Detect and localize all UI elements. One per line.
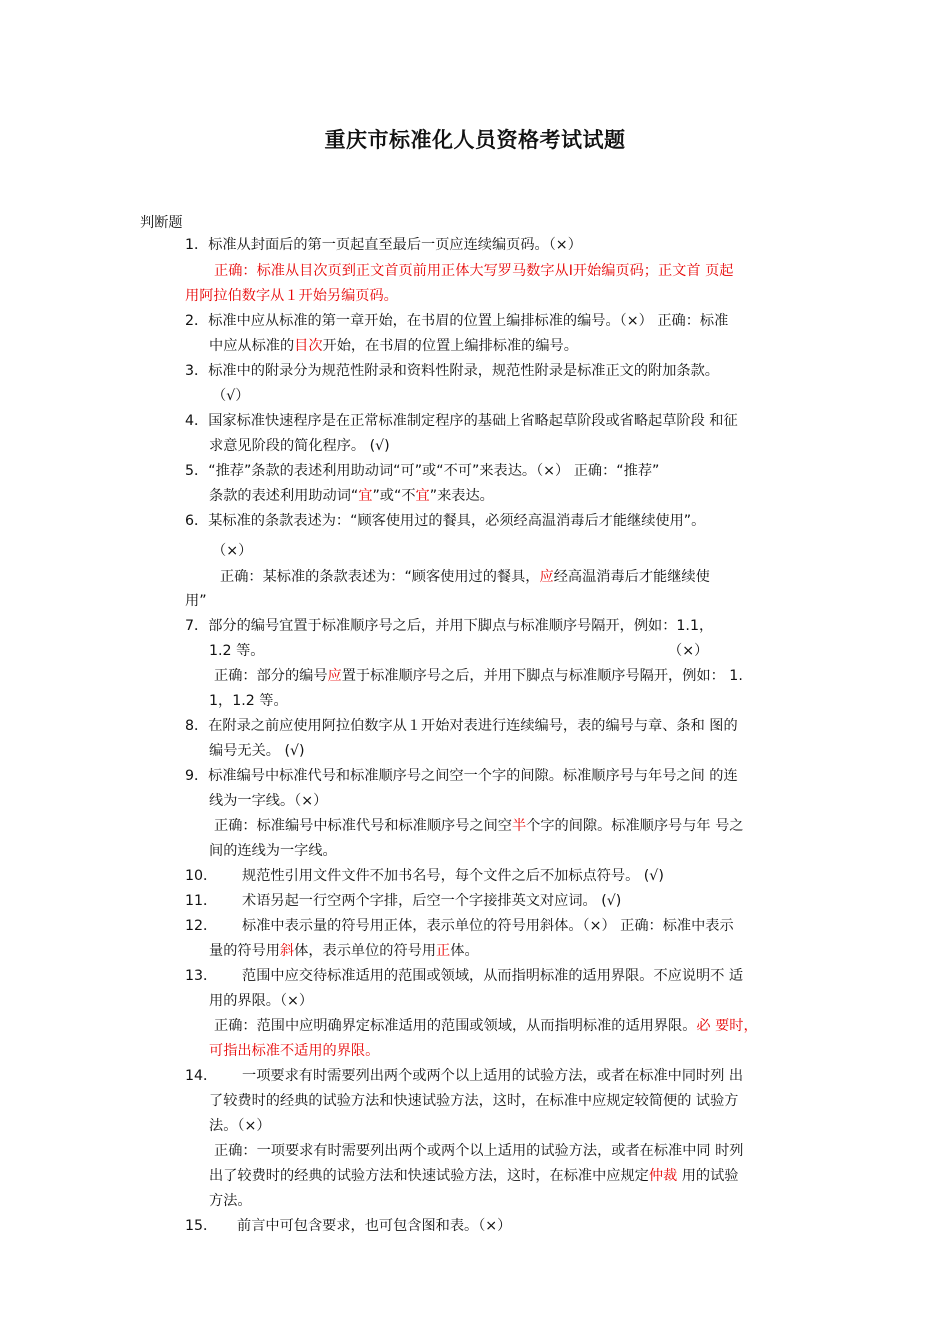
question-2 (185, 311, 728, 331)
question-text: 一项要求有时需要列出两个或两个以上适用的试验方法，或者在标准中同时列 出 (242, 1068, 744, 1084)
question-text-cont: 1.2 等。 (209, 643, 265, 659)
text-run: 正确：范围中应明确界定标准适用的范围或领域，从而指明标准的适用界限。 (214, 1018, 697, 1034)
question-3 (185, 361, 719, 381)
question-text: 国家标准快速程序是在正常标准制定程序的基础上省略起草阶段或省略起草阶段 和征 (208, 413, 738, 429)
text-run: 体，表示单位的符号用 (294, 943, 437, 959)
question-number: 8． (185, 718, 209, 734)
highlight-text: 必 要时， (696, 1018, 758, 1034)
question-number: 13． (185, 968, 218, 984)
question-5 (185, 461, 659, 481)
text-run: 个字的间隙。标准顺序号与年 号之 (526, 818, 744, 834)
question-text: 术语另起一行空两个字排，后空一个字接排英文对应词。 (√) (242, 893, 622, 909)
text-run: 体。 (450, 943, 479, 959)
question-14 (185, 1066, 743, 1086)
answer-correction: 用阿拉伯数字从１开始另编页码。 (185, 288, 398, 304)
question-number: 2． (185, 313, 209, 329)
highlight-text: 应 (327, 668, 342, 684)
question-text: 在附录之前应使用阿拉伯数字从１开始对表进行连续编号，表的编号与章、条和 图的 (208, 718, 738, 734)
question-9 (185, 766, 738, 786)
question-text: “推荐”条款的表述利用助动词“可”或“不可”来表达。（×） 正确：“推荐” (208, 463, 660, 479)
question-number: 12． (185, 918, 218, 934)
answer-correction-cont: 1，1.2 等。 (209, 693, 288, 709)
answer-mark: （×） (212, 543, 253, 559)
answer-correction (209, 336, 578, 356)
question-text: 某标准的条款表述为：“顾客使用过的餐具，必须经高温消毒后才能继续使用”。 (208, 513, 706, 529)
question-number: 3． (185, 363, 209, 379)
question-number: 4． (185, 413, 209, 429)
answer-correction (209, 486, 494, 506)
question-13 (185, 966, 743, 986)
answer-correction (214, 666, 743, 686)
question-number: 15． (185, 1218, 218, 1234)
question-text-cont: 线为一字线。（×） (209, 793, 328, 809)
answer-correction: 正确：标准从目次页到正文首页前用正体大写罗马数字从Ⅰ开始编页码；正文首 页起 (214, 263, 734, 279)
answer-correction: 正确：一项要求有时需要列出两个或两个以上适用的试验方法，或者在标准中同 时列 (214, 1143, 744, 1159)
question-number: 7． (185, 618, 209, 634)
question-1 (185, 235, 582, 255)
highlight-text: 宜 (415, 488, 430, 504)
highlight-text: 正 (436, 943, 451, 959)
question-6 (185, 511, 705, 531)
question-number: 10． (185, 868, 218, 884)
question-number: 9． (185, 768, 209, 784)
answer-mark: （×） (668, 643, 709, 659)
question-number: 14． (185, 1068, 218, 1084)
answer-mark: （√） (212, 388, 250, 404)
question-text: 标准编号中标准代号和标准顺序号之间空一个字的间隙。标准顺序号与年号之间 的连 (208, 768, 738, 784)
page-title: 重庆市标准化人员资格考试试题 (324, 128, 626, 152)
question-text: 标准从封面后的第一页起直至最后一页应连续编页码。（×） (208, 237, 582, 253)
question-text-cont: 求意见阶段的简化程序。 (√) (209, 438, 390, 454)
answer-correction (214, 816, 743, 836)
text-run: ”或“不 (372, 488, 416, 504)
question-number: 5． (185, 463, 209, 479)
question-number: 1． (185, 237, 209, 253)
question-text: 范围中应交待标准适用的范围或领域，从而指明标准的适用界限。不应说明不 适 (242, 968, 744, 984)
question-text-cont: 用的界限。（×） (209, 993, 314, 1009)
question-text: 前言中可包含要求，也可包含图和表。（×） (237, 1218, 512, 1234)
text-run: 用的试验 (677, 1168, 739, 1184)
text-run: 置于标准顺序号之后，并用下脚点与标准顺序号隔开，例如： 1. (341, 668, 743, 684)
text-run: ”来表达。 (429, 488, 494, 504)
highlight-text: 斜 (279, 943, 295, 959)
question-text: 部分的编号宜置于标准顺序号之后，并用下脚点与标准顺序号隔开，例如：1.1， (208, 618, 714, 634)
question-text: 规范性引用文件文件不加书名号，每个文件之后不加标点符号。 (√) (242, 868, 664, 884)
question-number: 11． (185, 893, 218, 909)
question-text-cont: 编号无关。 (√) (209, 743, 305, 759)
text-run: 正确：某标准的条款表述为：“顾客使用过的餐具， (220, 569, 540, 585)
highlight-text: 仲裁 (648, 1168, 678, 1184)
highlight-text: 目次 (294, 338, 323, 354)
text-run: 开始，在书眉的位置上编排标准的编号。 (322, 338, 578, 354)
answer-correction (214, 1016, 758, 1036)
text-run: 中应从标准的 (209, 338, 295, 354)
question-4 (185, 411, 738, 431)
text-run: 正确：标准编号中标准代号和标准顺序号之间空 (214, 818, 512, 834)
question-text: 标准中应从标准的第一章开始，在书眉的位置上编排标准的编号。（×） 正确：标准 (208, 313, 729, 329)
question-15 (185, 1216, 511, 1236)
answer-correction-cont (209, 1166, 738, 1186)
answer-correction-cont: 间的连线为一字线。 (209, 843, 337, 859)
text-run: 条款的表述利用助动词“ (209, 488, 359, 504)
question-7 (185, 616, 713, 636)
text-run: 出了较费时的经典的试验方法和快速试验方法，这时，在标准中应规定 (209, 1168, 649, 1184)
highlight-text: 半 (511, 818, 527, 834)
text-run: 经高温消毒后才能继续使 (553, 569, 710, 585)
question-12 (185, 916, 734, 936)
question-text-cont: 了较费时的经典的试验方法和快速试验方法，这时，在标准中应规定较简便的 试验方 (209, 1093, 739, 1109)
question-number: 6． (185, 513, 209, 529)
highlight-text: 宜 (358, 488, 373, 504)
question-text: 标准中的附录分为规范性附录和资料性附录，规范性附录是标准正文的附加条款。 (208, 363, 719, 379)
text-run: 量的符号用 (209, 943, 280, 959)
answer-correction (220, 567, 710, 587)
question-10 (185, 866, 664, 886)
answer-correction (209, 941, 479, 961)
highlight-text: 应 (539, 569, 554, 585)
answer-correction-cont: 方法。 (209, 1193, 252, 1209)
answer-correction-cont: 可指出标准不适用的界限。 (209, 1043, 380, 1059)
answer-correction-cont: 用” (185, 593, 207, 609)
question-text: 标准中表示量的符号用正体，表示单位的符号用斜体。（×） 正确：标准中表示 (242, 918, 734, 934)
section-heading: 判断题 (140, 215, 183, 231)
question-11 (185, 891, 621, 911)
text-run: 正确：部分的编号 (214, 668, 328, 684)
question-text-cont: 法。（×） (209, 1118, 271, 1134)
question-8 (185, 716, 738, 736)
